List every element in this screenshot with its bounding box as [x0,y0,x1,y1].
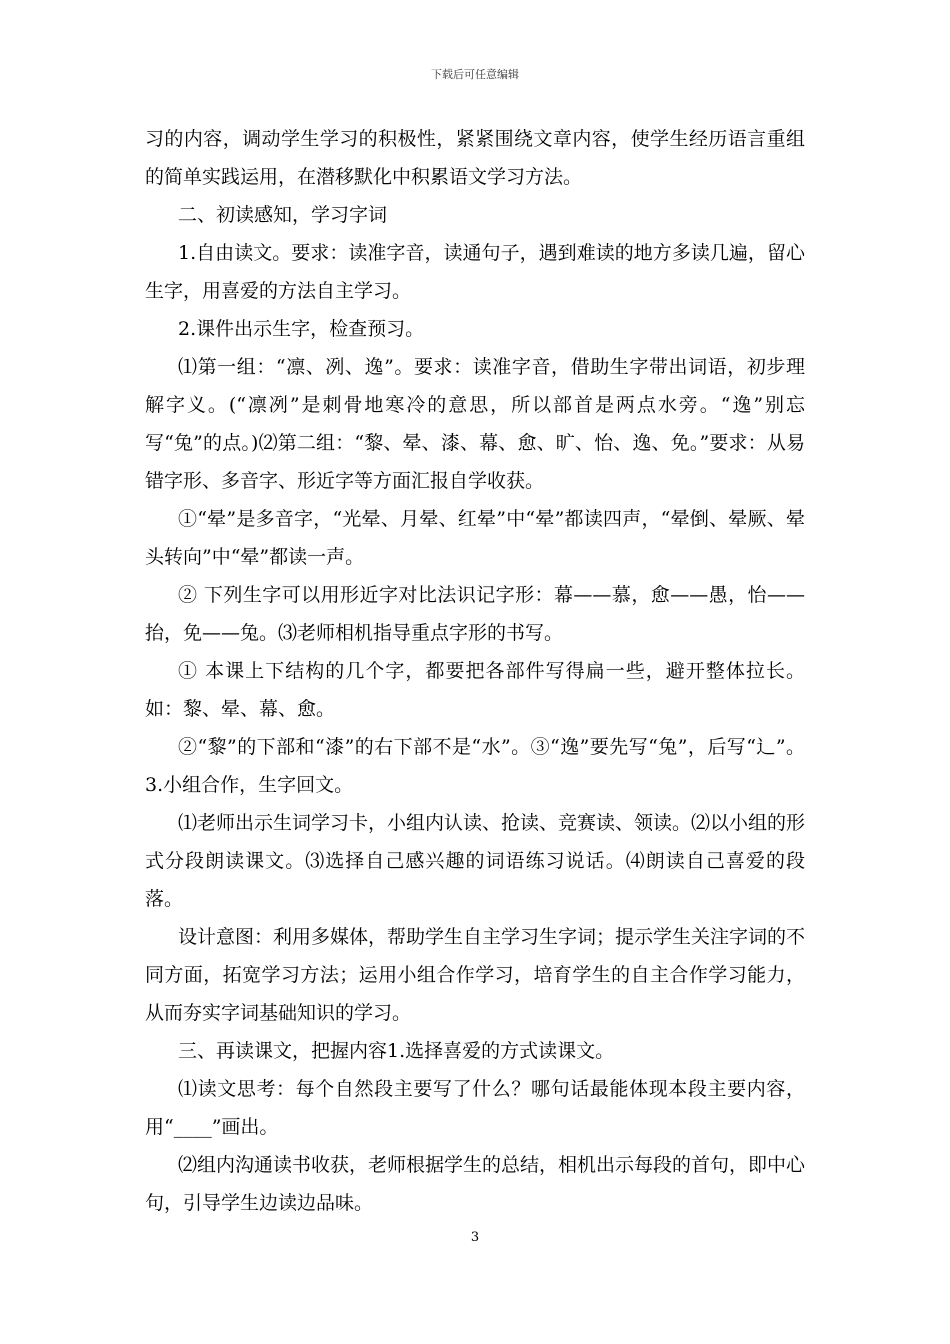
section-heading: 三、再读课文，把握内容1.选择喜爱的方式读课文。 [178,1040,615,1062]
paragraph: ② 下列生字可以用形近字对比法识记字形：幕——慕，愈——愚，怡——抬，免——兔。⑶老师相机指导重点字形的书写。 [145,584,805,644]
paragraph: ⑴读文思考：每个自然段主要写了什么？哪句话最能体现本段主要内容，用“____”画出。 [145,1078,805,1138]
paragraph: 1.自由读文。要求：读准字音，读通句子，遇到难读的地方多读几遍，留心生字，用喜爱的方法自主学习。 [145,242,805,302]
paragraph: 习的内容，调动学生学习的积极性，紧紧围绕文章内容，使学生经历语言重组的简单实践运用，在潜移默化中积累语文学习方法。 [145,128,805,188]
document-body [145,120,805,1222]
paragraph: ① 本课上下结构的几个字，都要把各部件写得扁一些，避开整体拉长。如：黎、晕、幕、愈。 [145,660,805,720]
paragraph: 设计意图：利用多媒体，帮助学生自主学习生字词；提示学生关注字词的不同方面，拓宽学习方法；运用小组合作学习，培育学生的自主合作学习能力，从而夯实字词基础知识的学习。 [145,926,806,1024]
paragraph: ⑴老师出示生词学习卡，小组内认读、抢读、竞赛读、领读。⑵以小组的形式分段朗读课文。⑶选择自己感兴趣的词语练习说话。⑷朗读自己喜爱的段落。 [145,812,806,910]
page-header: 下载后可任意编辑 [431,68,519,81]
paragraph: ①“晕”是多音字，“光晕、月晕、红晕”中“晕”都读四声，“晕倒、晕厥、晕头转向”中“晕”都读一声。 [145,508,805,568]
paragraph: ⑵组内沟通读书收获，老师根据学生的总结，相机出示每段的首句，即中心句，引导学生边读边品味。 [145,1154,806,1214]
paragraph: ②“黎”的下部和“漆”的右下部不是“水”。③“逸”要先写“兔”，后写“辶”。3.小组合作，生字回文。 [145,736,805,796]
paragraph: ⑴第一组：“凛、冽、逸”。要求：读准字音，借助生字带出词语，初步理解字义。(“凛冽”是刺骨地寒冷的意思，所以部首是两点水旁。“逸”别忘写“兔”的点。)⑵第二组：“黎、晕、漆、幕、愈、旷、怡、逸、免。”要求：从易错字形、多音字、形近字等方面汇报自学收获。 [145,356,805,492]
paragraph: 2.课件出示生字，检查预习。 [178,318,425,340]
section-heading: 二、初读感知，学习字词 [178,204,388,226]
page-number: 3 [470,1230,480,1245]
